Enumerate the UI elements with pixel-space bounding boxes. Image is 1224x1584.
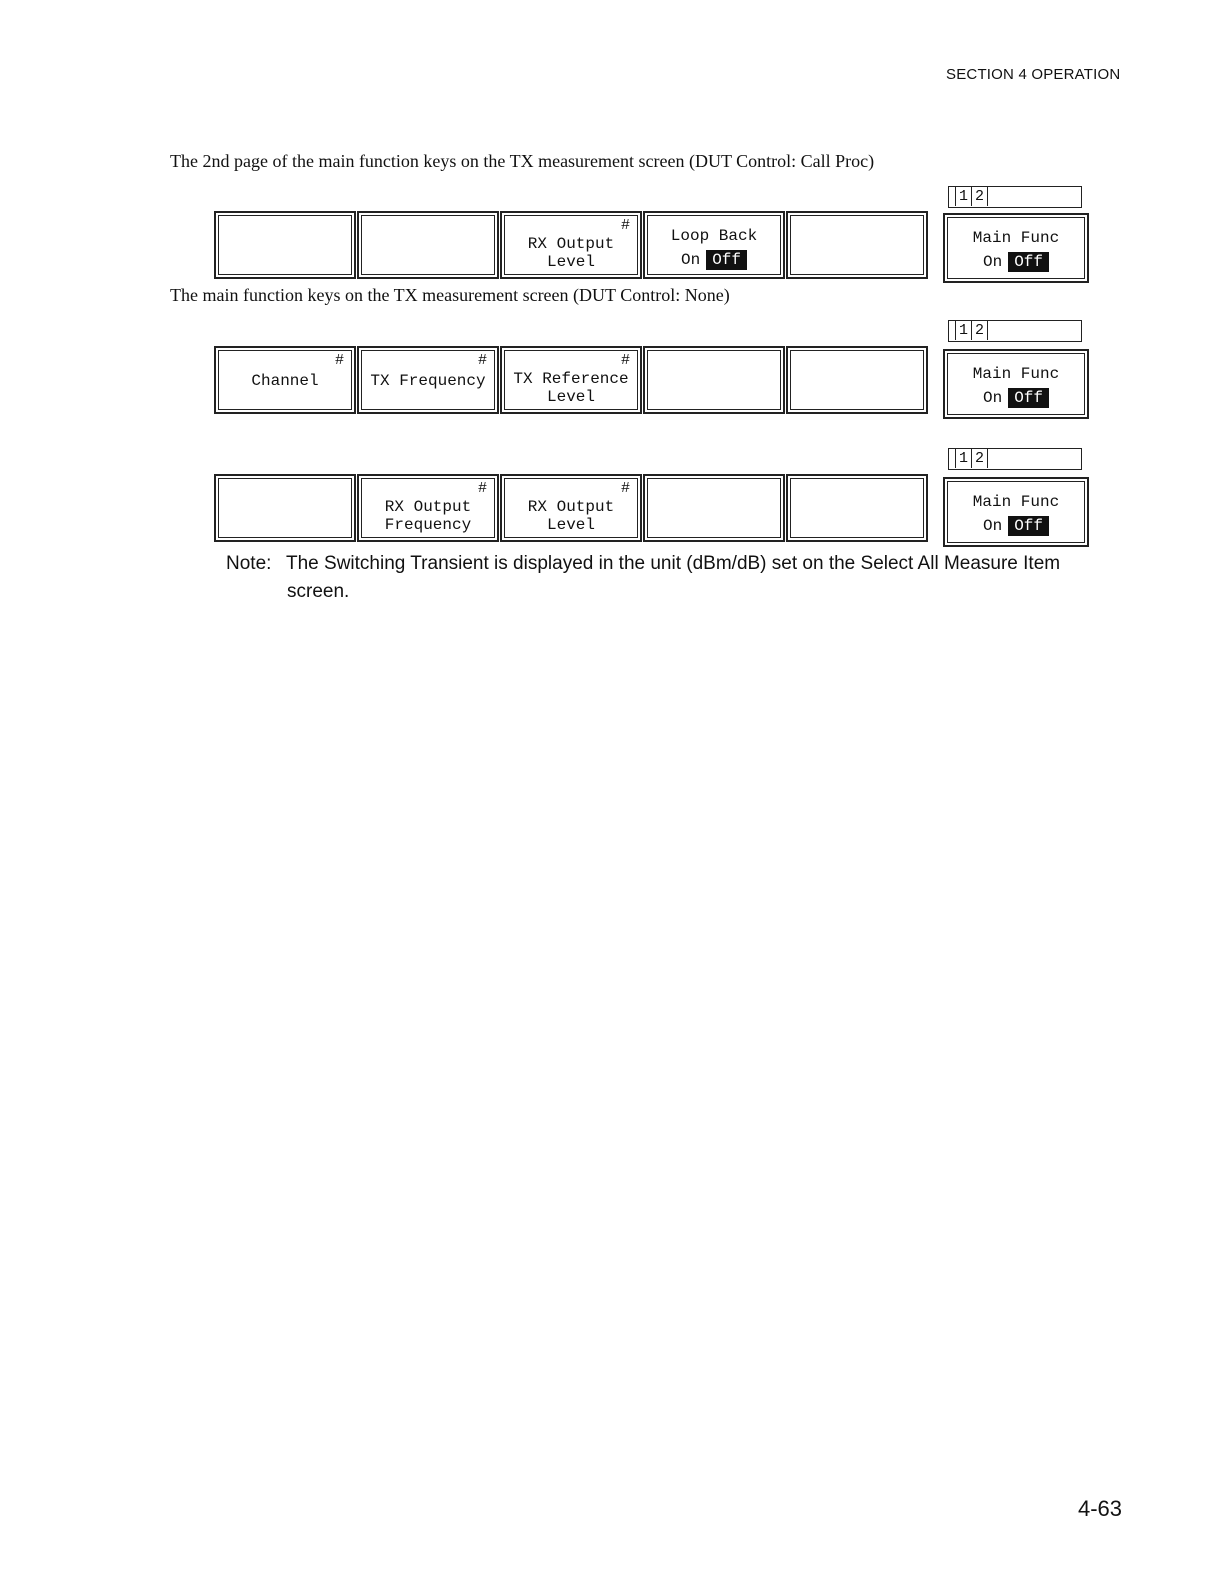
section-header: SECTION 4 OPERATION (946, 66, 1121, 83)
main-func-toggle[interactable] (945, 517, 1087, 535)
toggle-off-option-selected: Off (1008, 388, 1049, 408)
numeric-entry-marker: # (477, 352, 487, 369)
toggle-on-option: On (982, 517, 1003, 535)
note (226, 553, 1061, 602)
page-2-indicator[interactable]: 2 (971, 449, 987, 468)
function-key-1[interactable] (214, 474, 356, 542)
loop-back-toggle[interactable] (645, 251, 783, 269)
page-indicator (948, 320, 1082, 342)
key-label-line2: Frequency (384, 516, 472, 534)
toggle-on-option: On (982, 253, 1003, 271)
function-key-1[interactable] (214, 211, 356, 279)
key-label: Main Func (972, 493, 1060, 511)
page-1-indicator[interactable]: 1 (955, 187, 971, 206)
numeric-entry-marker: # (620, 217, 630, 234)
figure2-caption: The main function keys on the TX measurement screen (DUT Control: None) (170, 285, 730, 305)
toggle-on-option: On (982, 389, 1003, 407)
key-label: TX Reference (513, 370, 629, 388)
key-label: TX Frequency (370, 372, 486, 390)
figure1-caption: The 2nd page of the main function keys on the TX measurement screen (DUT Control: Call Proc) (170, 151, 875, 171)
key-label: Main Func (972, 365, 1060, 383)
tx-frequency-key[interactable] (357, 346, 499, 414)
numeric-entry-marker: # (334, 352, 344, 369)
function-key-4[interactable] (643, 346, 785, 414)
key-label: RX Output (527, 498, 615, 516)
main-func-toggle[interactable] (945, 389, 1087, 407)
toggle-on-option: On (680, 251, 701, 269)
function-key-row-3 (214, 474, 928, 542)
loop-back-key[interactable] (643, 211, 785, 279)
function-key-row-1 (214, 211, 928, 279)
rx-output-level-key[interactable] (500, 474, 642, 542)
page-indicator (948, 186, 1082, 208)
key-label: RX Output (527, 235, 615, 253)
note-text: The Switching Transient is displayed in the unit (dBm/dB) set on the Select All Measure Item (286, 553, 1061, 574)
key-label-line2: Level (546, 388, 595, 406)
page-1-indicator[interactable]: 1 (955, 449, 971, 468)
main-func-key[interactable] (943, 477, 1089, 547)
function-key-5[interactable] (786, 474, 928, 542)
key-label: Main Func (972, 229, 1060, 247)
main-func-key[interactable] (943, 213, 1089, 283)
page-indicator (948, 448, 1082, 470)
main-func-key[interactable] (943, 349, 1089, 419)
numeric-entry-marker: # (477, 480, 487, 497)
main-func-toggle[interactable] (945, 253, 1087, 271)
toggle-off-option-selected: Off (1008, 252, 1049, 272)
key-label: Channel (251, 372, 319, 390)
note-label: Note: (226, 553, 272, 574)
page-2-indicator[interactable]: 2 (971, 187, 987, 206)
numeric-entry-marker: # (620, 480, 630, 497)
page-1-indicator[interactable]: 1 (955, 321, 971, 340)
note-text-continued: screen. (287, 581, 350, 602)
function-key-4[interactable] (643, 474, 785, 542)
toggle-off-option-selected: Off (1008, 516, 1049, 536)
page-2-indicator[interactable]: 2 (971, 321, 987, 340)
tx-reference-level-key[interactable] (500, 346, 642, 414)
key-label: RX Output (384, 498, 472, 516)
key-label-line2: Level (546, 516, 595, 534)
function-key-5[interactable] (786, 346, 928, 414)
key-label-line2: Level (546, 253, 595, 271)
channel-key[interactable] (214, 346, 356, 414)
numeric-entry-marker: # (620, 352, 630, 369)
toggle-off-option-selected: Off (706, 250, 747, 270)
function-key-2[interactable] (357, 211, 499, 279)
function-key-5[interactable] (786, 211, 928, 279)
key-label: Loop Back (670, 227, 758, 245)
page-number: 4-63 (1078, 1496, 1123, 1521)
rx-output-frequency-key[interactable] (357, 474, 499, 542)
function-key-row-2 (214, 346, 928, 414)
rx-output-level-key[interactable] (500, 211, 642, 279)
